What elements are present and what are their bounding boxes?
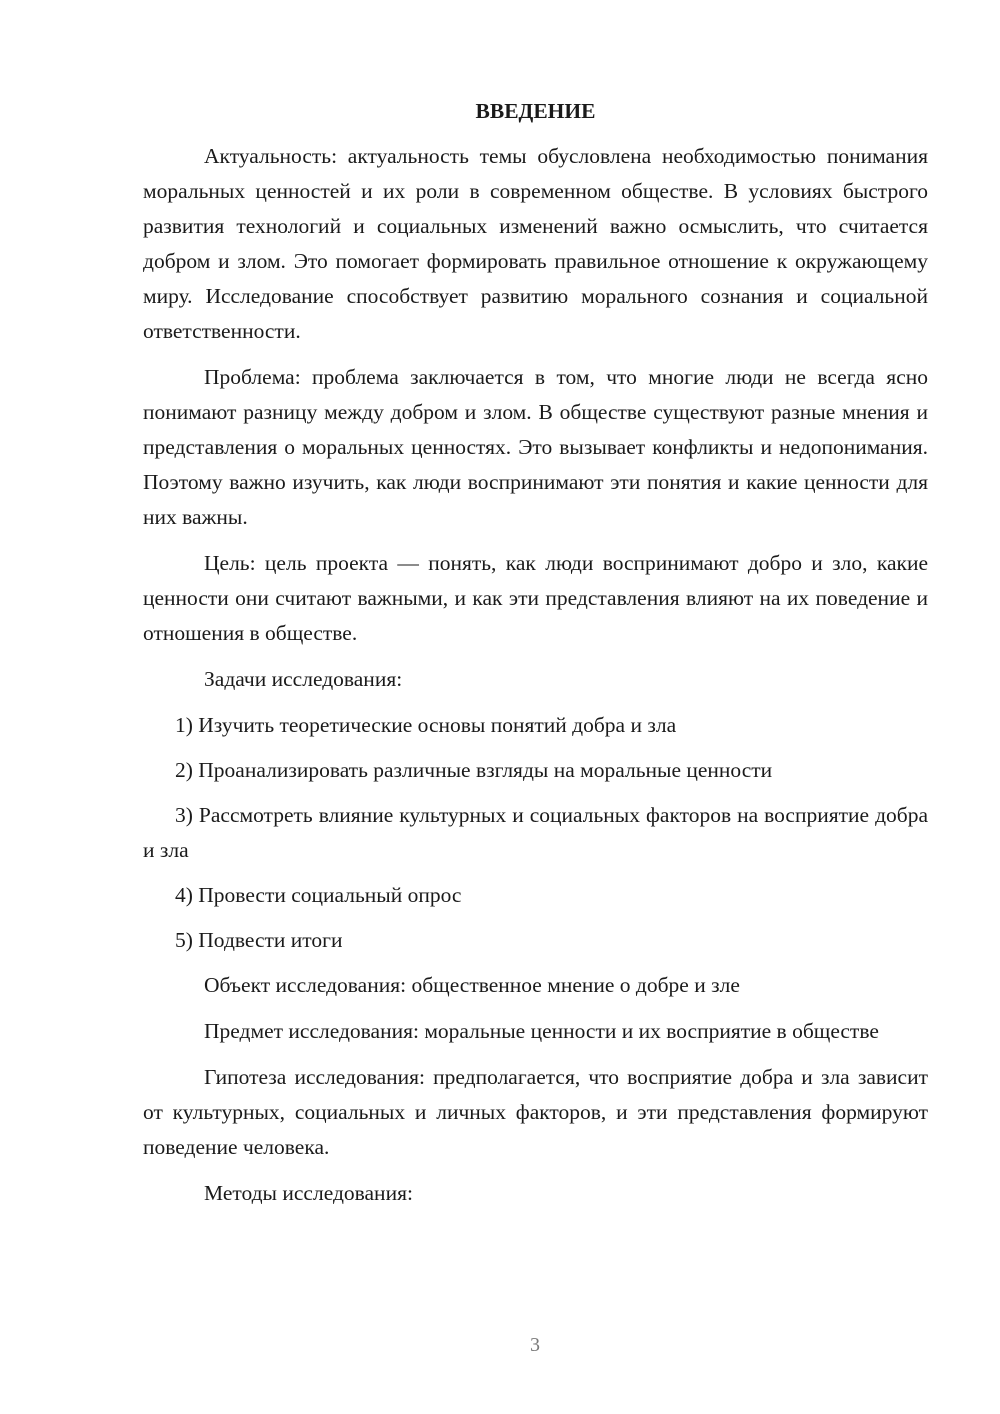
section-title: ВВЕДЕНИЕ	[475, 99, 596, 123]
task-item-2: 2) Проанализировать различные взгляды на моральные ценности	[175, 758, 773, 782]
paragraph-relevance: Актуальность: актуальность темы обусловлена необходимостью понимания моральных ценностей и их роли в современном обществе. В условиях быстрого развития технологий и социальных изменений важно осмыслить, что считается добром и злом. Это помогает формировать правильное отношение к окружающему миру. Исследование способствует развитию морального сознания и социальной ответственности.	[143, 144, 928, 343]
paragraph-problem: Проблема: проблема заключается в том, что многие люди не всегда ясно понимают разницу между добром и злом. В обществе существуют разные мнения и представления о моральных ценностях. Это вызывает конфликты и недопонимания. Поэтому важно изучить, как люди воспринимают эти понятия и какие ценности для них важны.	[143, 365, 928, 529]
task-item-5: 5) Подвести итоги	[175, 928, 343, 952]
tasks-heading: Задачи исследования:	[204, 667, 403, 691]
task-item-4: 4) Провести социальный опрос	[175, 883, 462, 907]
task-item-1: 1) Изучить теоретические основы понятий добра и зла	[175, 713, 677, 737]
task-item-3: 3) Рассмотреть влияние культурных и социальных факторов на восприятие добра и зла	[143, 803, 928, 862]
paragraph-subject: Предмет исследования: моральные ценности и их восприятие в обществе	[204, 1019, 879, 1043]
page-number: 3	[530, 1334, 540, 1356]
document-page	[143, 92, 928, 1222]
paragraph-object: Объект исследования: общественное мнение о добре и зле	[204, 973, 740, 997]
paragraph-hypothesis: Гипотеза исследования: предполагается, что восприятие добра и зла зависит от культурных, социальных и личных факторов, и эти представления формируют поведение человека.	[143, 1065, 928, 1159]
paragraph-methods: Методы исследования:	[204, 1181, 413, 1205]
paragraph-goal: Цель: цель проекта — понять, как люди воспринимают добро и зло, какие ценности они считают важными, и как эти представления влияют на их поведение и отношения в обществе.	[143, 551, 928, 645]
